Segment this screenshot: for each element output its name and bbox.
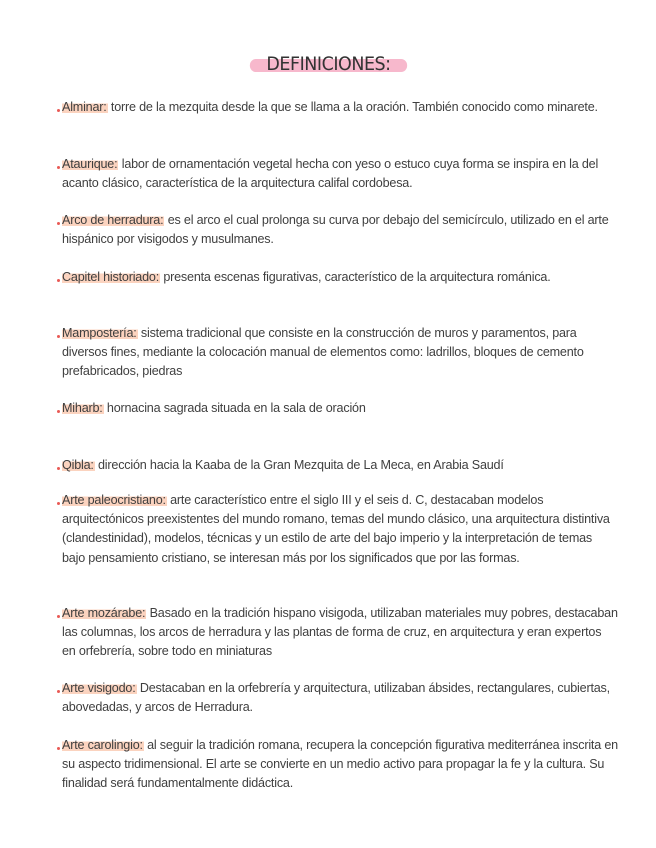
definition-term: Ataurique: [62, 157, 118, 171]
definition-term: Arte carolingio: [62, 738, 143, 752]
definition-text: sistema tradicional que consiste en la construcción de muros y paramentos, para diversos fines, mediante la colocación manual de elementos como: ladrillos, bloques de cemento prefabricados, piedras [62, 326, 584, 379]
definition-term: Capitel historiado: [62, 270, 160, 284]
bullet-dot-icon [57, 467, 60, 470]
definition-item [62, 268, 618, 287]
definition-text: presenta escenas figurativas, característico de la arquitectura románica. [160, 270, 551, 284]
definition-item [62, 399, 618, 418]
definition-item [62, 604, 618, 662]
definition-term: Miharb: [62, 401, 103, 415]
definition-text: torre de la mezquita desde la que se llama a la oración. También conocido como minarete. [107, 100, 598, 114]
definition-text: al seguir la tradición romana, recupera la concepción figurativa mediterránea inscrita en su aspecto tridimensional. El arte se convierte en un medio activo para propagar la fe y la cultura. Su finalidad será fundamentalmente didáctica. [62, 738, 618, 791]
definition-item [62, 456, 618, 475]
definition-item [62, 211, 618, 249]
definition-term: Arte paleocristiano: [62, 493, 166, 507]
definition-item [62, 491, 618, 568]
definition-item [62, 98, 618, 117]
bullet-dot-icon [57, 502, 60, 505]
definition-term: Arte mozárabe: [62, 606, 146, 620]
bullet-dot-icon [57, 335, 60, 338]
bullet-dot-icon [57, 690, 60, 693]
definition-term: Arte visigodo: [62, 681, 136, 695]
definition-text: Basado en la tradición hispano visigoda, utilizaban materiales muy pobres, destacaban las columnas, los arcos de herradura y las plantas de forma de cruz, en arquitectura y eran expertos en orfebrería, sobre todo en miniaturas [62, 606, 618, 659]
definition-term: Alminar: [62, 100, 107, 114]
definition-text: dirección hacia la Kaaba de la Gran Mezquita de La Meca, en Arabia Saudí [94, 458, 504, 472]
bullet-dot-icon [57, 279, 60, 282]
definition-item [62, 155, 618, 193]
page-title: DEFINICIONES: [249, 51, 406, 77]
definition-term: Qibla: [62, 458, 94, 472]
definition-text: labor de ornamentación vegetal hecha con yeso o estuco cuya forma se inspira en la del acanto clásico, característica de la arquitectura califal cordobesa. [62, 157, 599, 191]
bullet-dot-icon [57, 615, 60, 618]
definition-item [62, 736, 618, 794]
definition-item [62, 324, 618, 382]
definition-text: hornacina sagrada situada en la sala de oración [103, 401, 366, 415]
bullet-dot-icon [57, 166, 60, 169]
bullet-dot-icon [57, 222, 60, 225]
bullet-dot-icon [57, 109, 60, 112]
definition-term: Arco de herradura: [62, 213, 164, 227]
bullet-dot-icon [57, 747, 60, 750]
definition-item [62, 679, 618, 717]
title-container [0, 51, 656, 77]
bullet-dot-icon [57, 410, 60, 413]
definition-term: Mampostería: [62, 326, 137, 340]
definition-text: arte característico entre el siglo III y el seis d. C, destacaban modelos arquitectónicos preexistentes del mundo romano, temas del mundo clásico, una arquitectura distintiva (clandestinidad), modelos, técnicas y un estilo de arte del bajo imperio y la interpretación de temas bajo pensamiento cristiano, se interesan más por los significados que por las formas. [62, 493, 610, 565]
definition-text: Destacaban en la orfebrería y arquitectura, utilizaban ábsides, rectangulares, cubiertas, abovedadas, y arcos de Herradura. [62, 681, 610, 715]
definition-text: es el arco el cual prolonga su curva por debajo del semicírculo, utilizado en el arte hispánico por visigodos y musulmanes. [62, 213, 609, 247]
